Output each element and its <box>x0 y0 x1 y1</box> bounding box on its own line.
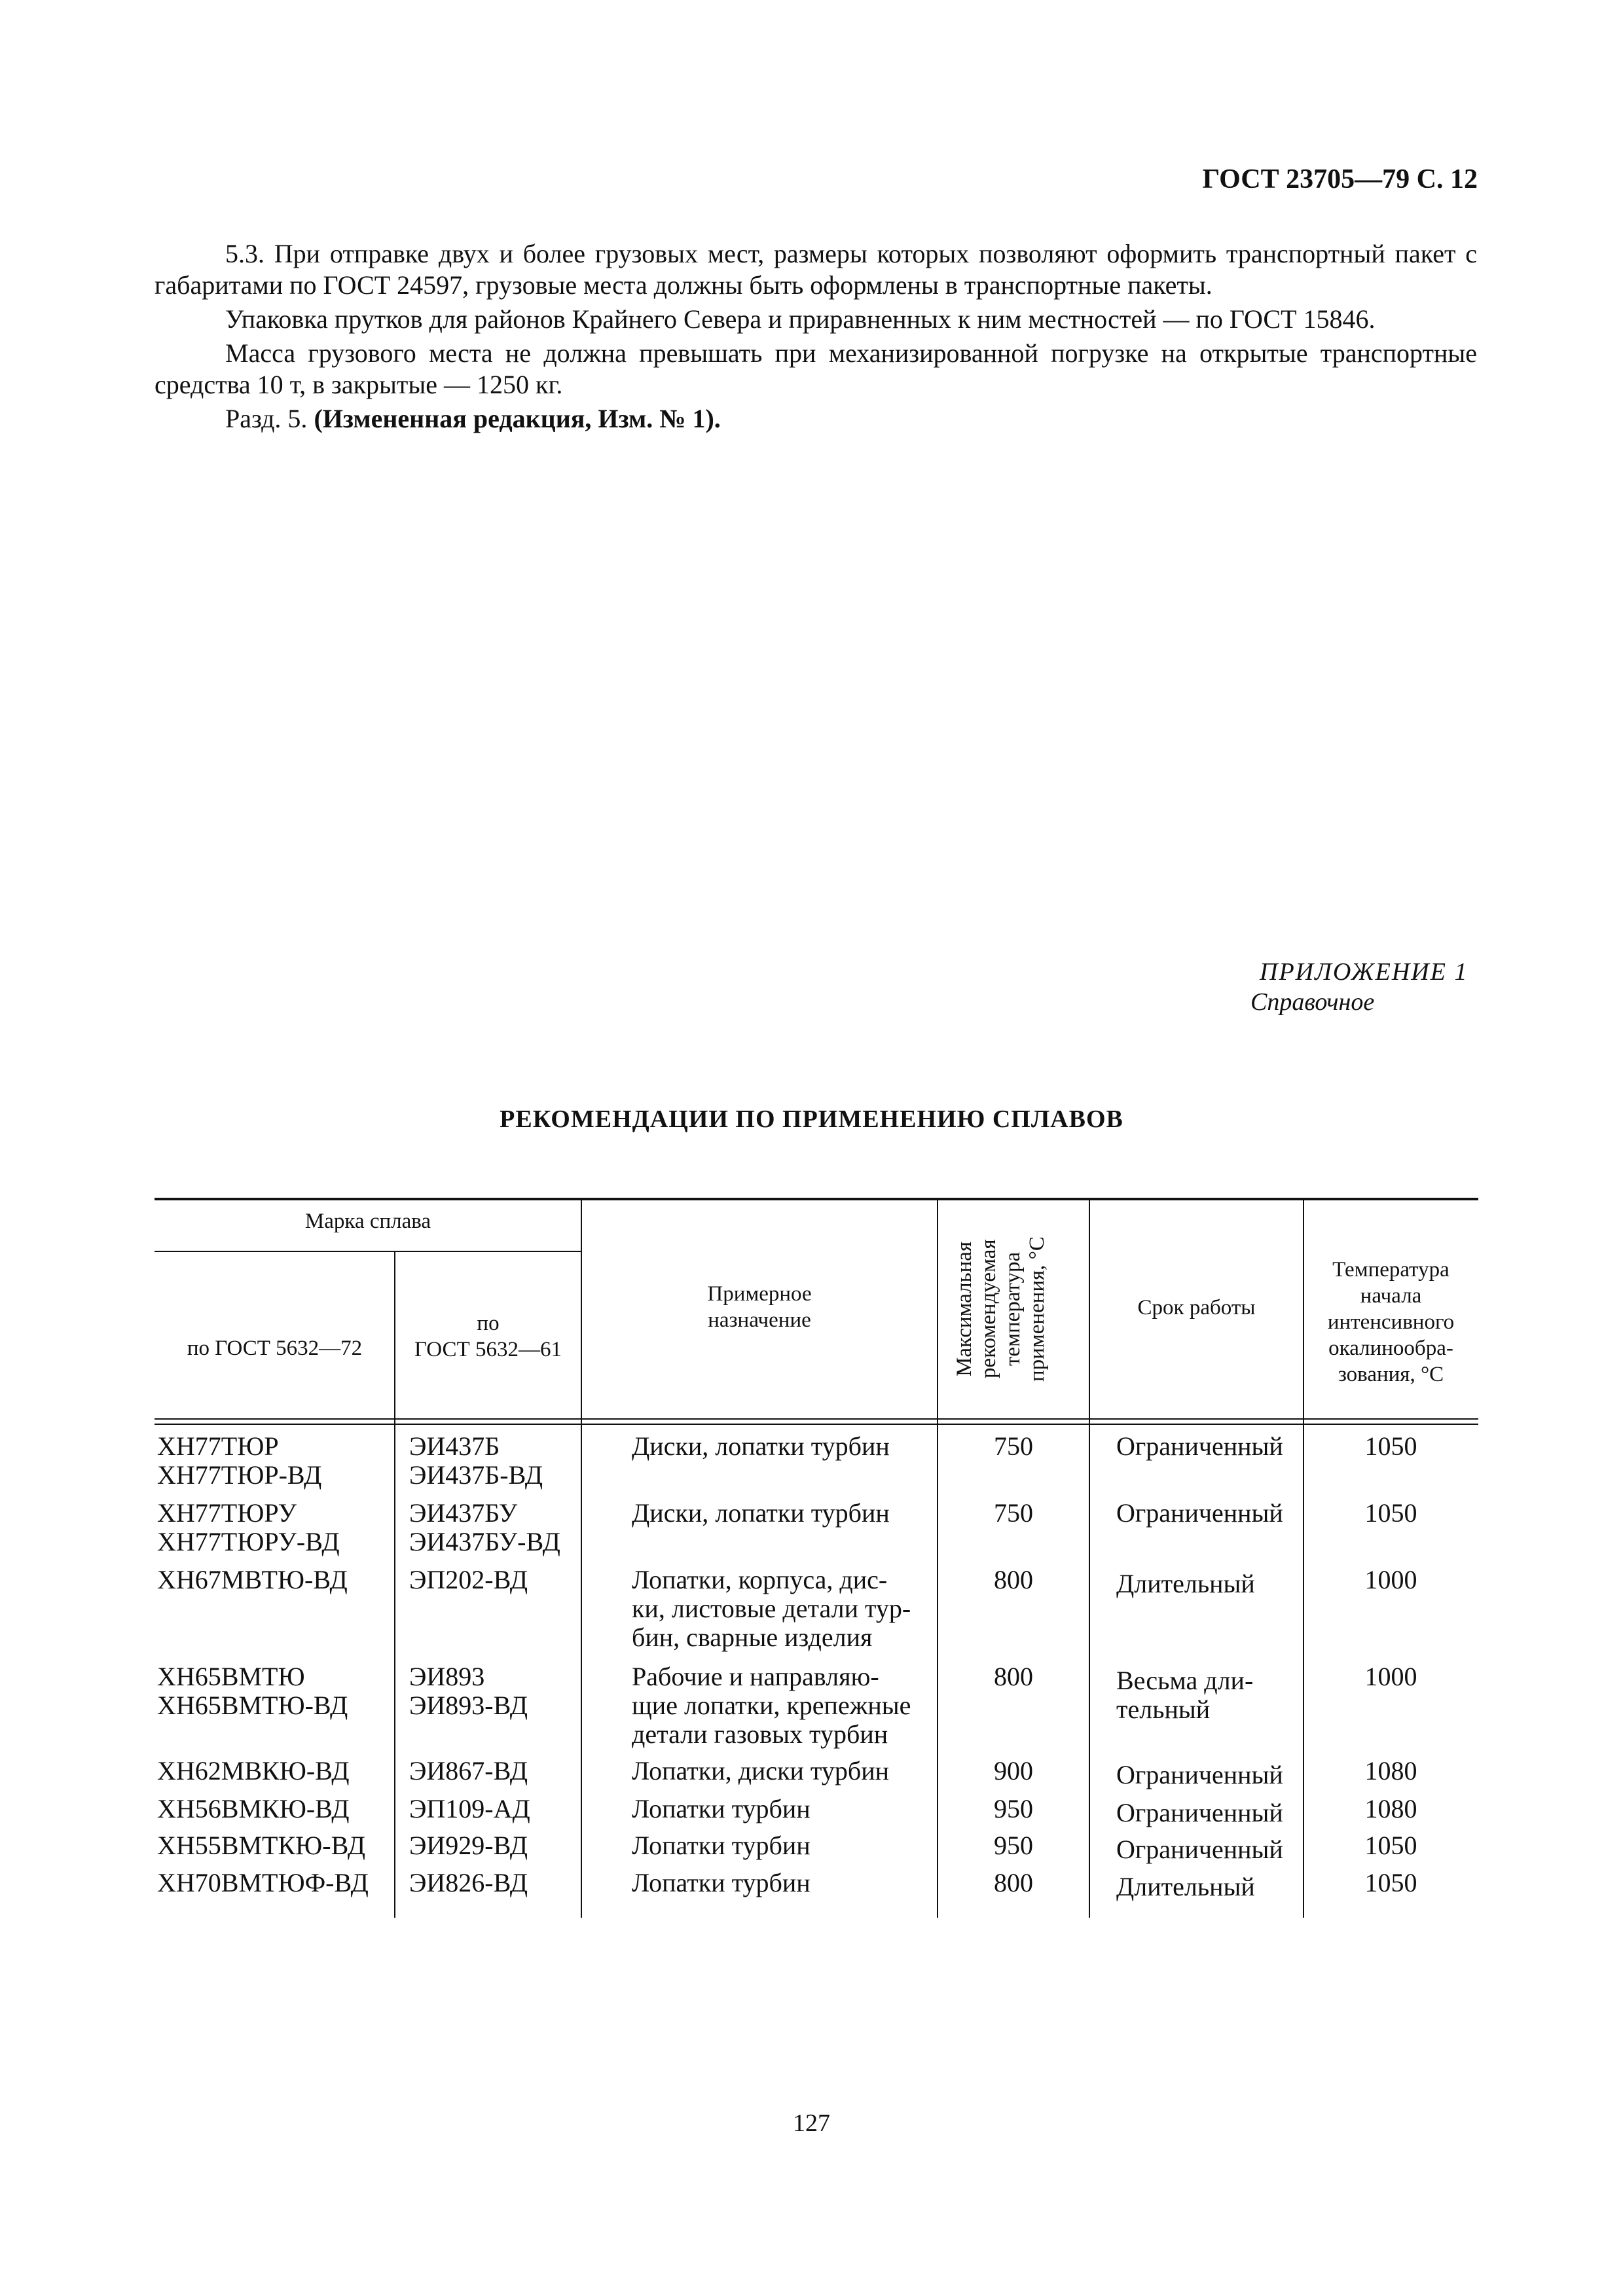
cell-max-temp <box>938 1869 1089 1897</box>
cell-gost-5632-61 <box>409 1869 579 1897</box>
cell-gost-5632-61 <box>409 1757 579 1785</box>
cell-oxidation-temp-line: 1080 <box>1364 1794 1417 1823</box>
cell-oxidation-temp <box>1304 1499 1478 1528</box>
paragraph-5-3: 5.3. При отправке двух и более грузовых мест, размеры которых позволяют оформить транспортный пакет с габаритами по ГОСТ 24597, грузовые места должны быть оформлены в транспортные пакеты. <box>155 239 1477 300</box>
header-oxid-line5: зования, °С <box>1338 1363 1444 1386</box>
paragraph-cargo-mass: Масса грузового места не должна превышать при механизированной погрузке на открытые транспортные средства 10 т, в закрытые — 1250 кг. <box>155 338 1477 399</box>
cell-oxidation-temp <box>1304 1566 1478 1594</box>
cell-gost-5632-61-line: ЭИ437БУ <box>409 1498 518 1528</box>
header-purpose-line1: Примерное <box>707 1282 812 1306</box>
header-gost-61-line1: по <box>477 1312 500 1335</box>
cell-service-life-line: Ограниченный <box>1116 1431 1283 1461</box>
header-max-temp-line4: применения, °С <box>1025 1236 1049 1382</box>
cell-service-life <box>1116 1761 1293 1789</box>
cell-service-life-line: Длительный <box>1116 1569 1255 1598</box>
header-purpose-line2: назначение <box>708 1308 811 1332</box>
cell-service-life <box>1116 1666 1293 1724</box>
cell-service-life <box>1116 1873 1293 1901</box>
cell-max-temp-line: 800 <box>994 1662 1033 1691</box>
cell-gost-5632-61-line: ЭИ929-ВД <box>409 1831 528 1860</box>
cell-oxidation-temp <box>1304 1757 1478 1785</box>
cell-max-temp <box>938 1566 1089 1594</box>
cell-purpose <box>632 1566 923 1652</box>
cell-gost-5632-61 <box>409 1432 579 1490</box>
header-max-temp <box>953 1203 1049 1415</box>
cell-service-life-line: Ограниченный <box>1116 1798 1283 1827</box>
header-gost-61-line2: ГОСТ 5632—61 <box>414 1338 562 1361</box>
header-gost-5632-72: по ГОСТ 5632—72 <box>187 1336 363 1360</box>
cell-oxidation-temp-line: 1080 <box>1364 1756 1417 1785</box>
cell-purpose-line: бин, сварные изделия <box>632 1623 873 1652</box>
cell-service-life-line: Длительный <box>1116 1872 1255 1901</box>
cell-max-temp-line: 750 <box>994 1498 1033 1528</box>
cell-purpose-line: детали газовых турбин <box>632 1719 888 1749</box>
cell-purpose-line: Лопатки, корпуса, дис- <box>632 1565 888 1594</box>
cell-max-temp <box>938 1831 1089 1860</box>
cell-gost-5632-72-line: ХН65ВМТЮ <box>157 1662 305 1691</box>
cell-oxidation-temp <box>1304 1432 1478 1461</box>
cell-gost-5632-61-line: ЭП202-ВД <box>409 1565 528 1594</box>
cell-service-life <box>1116 1570 1293 1598</box>
cell-gost-5632-61 <box>409 1795 579 1823</box>
cell-purpose <box>632 1869 923 1897</box>
cell-service-life-line: Ограниченный <box>1116 1498 1283 1528</box>
header-gost-5632-61 <box>395 1310 581 1363</box>
cell-oxidation-temp <box>1304 1869 1478 1897</box>
cell-gost-5632-61-line: ЭИ437БУ-ВД <box>409 1527 560 1556</box>
cell-max-temp <box>938 1662 1089 1691</box>
cell-gost-5632-61-line: ЭП109-АД <box>409 1794 530 1823</box>
cell-gost-5632-61 <box>409 1566 579 1594</box>
running-header: ГОСТ 23705—79 С. 12 <box>1202 164 1478 194</box>
cell-oxidation-temp <box>1304 1662 1478 1691</box>
cell-oxidation-temp <box>1304 1831 1478 1860</box>
cell-gost-5632-61 <box>409 1499 579 1556</box>
cell-gost-5632-72-line: ХН56ВМКЮ-ВД <box>157 1794 350 1823</box>
header-purpose <box>581 1281 938 1333</box>
cell-max-temp-line: 800 <box>994 1868 1033 1897</box>
cell-max-temp-line: 950 <box>994 1794 1033 1823</box>
cell-gost-5632-72-line: ХН65ВМТЮ-ВД <box>157 1691 348 1720</box>
cell-max-temp-line: 750 <box>994 1431 1033 1461</box>
header-oxid-line1: Температура <box>1332 1258 1450 1282</box>
cell-gost-5632-72-line: ХН67МВТЮ-ВД <box>157 1565 348 1594</box>
cell-service-life-line: Ограниченный <box>1116 1760 1283 1789</box>
cell-purpose-line: Лопатки, диски турбин <box>632 1756 890 1785</box>
header-oxidation-temp <box>1304 1257 1478 1388</box>
paragraph-packaging-north: Упаковка прутков для районов Крайнего Севера и приравненных к ним местностей — по ГОСТ 15846. <box>225 304 1376 334</box>
cell-gost-5632-61-line: ЭИ893 <box>409 1662 485 1691</box>
cell-gost-5632-72-line: ХН55ВМТКЮ-ВД <box>157 1831 366 1860</box>
header-max-temp-line3: температура <box>1001 1251 1025 1367</box>
cell-gost-5632-61-line: ЭИ437Б <box>409 1431 500 1461</box>
cell-purpose-line: щие лопатки, крепежные <box>632 1691 911 1720</box>
cell-service-life <box>1116 1835 1293 1864</box>
cell-gost-5632-72 <box>157 1869 393 1897</box>
cell-gost-5632-72 <box>157 1795 393 1823</box>
header-grade: Марка сплава <box>304 1210 431 1233</box>
cell-service-life <box>1116 1799 1293 1827</box>
cell-purpose-line: Лопатки турбин <box>632 1868 811 1897</box>
appendix-type: Справочное <box>1250 988 1375 1016</box>
cell-gost-5632-72-line: ХН70ВМТЮФ-ВД <box>157 1868 369 1897</box>
cell-gost-5632-72 <box>157 1831 393 1860</box>
cell-max-temp <box>938 1757 1089 1785</box>
cell-gost-5632-61-line: ЭИ826-ВД <box>409 1868 528 1897</box>
revision-note-bold: (Измененная редакция, Изм. № 1). <box>314 404 721 433</box>
cell-service-life <box>1116 1499 1293 1528</box>
paragraph-revision-note <box>155 403 1477 435</box>
cell-purpose <box>632 1795 923 1823</box>
cell-gost-5632-72 <box>157 1432 393 1490</box>
header-service-life: Срок работы <box>1137 1296 1256 1319</box>
cell-service-life-line: тельный <box>1116 1695 1211 1724</box>
cell-service-life-line: Весьма дли- <box>1116 1666 1254 1695</box>
cell-gost-5632-72-line: ХН77ТЮР <box>157 1431 279 1461</box>
cell-gost-5632-72 <box>157 1566 393 1594</box>
cell-gost-5632-72 <box>157 1662 393 1720</box>
cell-purpose <box>632 1432 923 1461</box>
cell-gost-5632-61-line: ЭИ437Б-ВД <box>409 1460 543 1490</box>
cell-oxidation-temp-line: 1050 <box>1364 1868 1417 1897</box>
header-max-temp-line2: рекомендуемая <box>977 1239 1000 1379</box>
cell-oxidation-temp-line: 1000 <box>1364 1662 1417 1691</box>
cell-purpose-line: Диски, лопатки турбин <box>632 1498 890 1528</box>
appendix-number: ПРИЛОЖЕНИЕ 1 <box>1260 958 1468 986</box>
cell-service-life-line: Ограниченный <box>1116 1835 1283 1864</box>
cell-gost-5632-72-line: ХН77ТЮРУ-ВД <box>157 1527 340 1556</box>
cell-gost-5632-72-line: ХН77ТЮР-ВД <box>157 1460 322 1490</box>
cell-purpose <box>632 1499 923 1528</box>
cell-purpose-line: Диски, лопатки турбин <box>632 1431 890 1461</box>
cell-purpose <box>632 1831 923 1860</box>
cell-oxidation-temp <box>1304 1795 1478 1823</box>
cell-oxidation-temp-line: 1050 <box>1364 1498 1417 1528</box>
table-title: РЕКОМЕНДАЦИИ ПО ПРИМЕНЕНИЮ СПЛАВОВ <box>500 1105 1123 1133</box>
page-number: 127 <box>793 2109 830 2137</box>
cell-gost-5632-61 <box>409 1662 579 1720</box>
cell-purpose <box>632 1757 923 1785</box>
header-oxid-line3: интенсивного <box>1327 1310 1455 1334</box>
body-text <box>155 238 1477 437</box>
cell-oxidation-temp-line: 1050 <box>1364 1431 1417 1461</box>
cell-max-temp <box>938 1499 1089 1528</box>
cell-max-temp-line: 950 <box>994 1831 1033 1860</box>
cell-oxidation-temp-line: 1050 <box>1364 1831 1417 1860</box>
header-max-temp-line1: Максимальная <box>953 1241 976 1377</box>
appendix-label <box>1250 957 1468 1017</box>
cell-max-temp-line: 900 <box>994 1756 1033 1785</box>
cell-max-temp <box>938 1795 1089 1823</box>
cell-purpose-line: Лопатки турбин <box>632 1831 811 1860</box>
cell-max-temp <box>938 1432 1089 1461</box>
cell-purpose-line: Лопатки турбин <box>632 1794 811 1823</box>
cell-purpose <box>632 1662 923 1749</box>
cell-purpose-line: ки, листовые детали тур- <box>632 1594 911 1623</box>
cell-max-temp-line: 800 <box>994 1565 1033 1594</box>
cell-gost-5632-61-line: ЭИ867-ВД <box>409 1756 528 1785</box>
cell-gost-5632-72 <box>157 1757 393 1785</box>
cell-gost-5632-72-line: ХН62МВКЮ-ВД <box>157 1756 350 1785</box>
header-oxid-line2: начала <box>1360 1284 1422 1308</box>
cell-gost-5632-61 <box>409 1831 579 1860</box>
cell-oxidation-temp-line: 1000 <box>1364 1565 1417 1594</box>
cell-gost-5632-61-line: ЭИ893-ВД <box>409 1691 528 1720</box>
cell-service-life <box>1116 1432 1293 1461</box>
revision-prefix: Разд. 5. <box>225 404 314 433</box>
cell-gost-5632-72-line: ХН77ТЮРУ <box>157 1498 297 1528</box>
cell-purpose-line: Рабочие и направляю- <box>632 1662 879 1691</box>
header-oxid-line4: окалинообра- <box>1328 1336 1453 1360</box>
cell-gost-5632-72 <box>157 1499 393 1556</box>
